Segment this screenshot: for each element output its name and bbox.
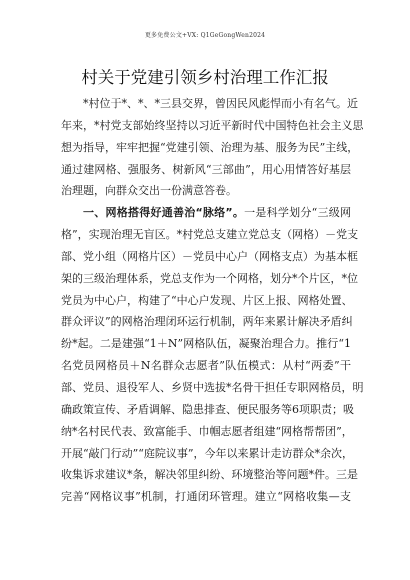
- paragraph-line: 架的三级治理体系，党总支作为一个网格，划分*个片区，*位: [61, 271, 358, 285]
- document-body: [61, 93, 364, 508]
- paragraph-line: 年来，*村党支部始终坚持以习近平新时代中国特色社会主义思: [61, 118, 364, 132]
- paragraph-line-text: 一是科学划分“三级网: [244, 206, 351, 220]
- paragraph-line: 通过建网格、强服务、树新风“三部曲”，用心用情答好基层: [61, 162, 351, 176]
- document-title: 村关于党建引领乡村治理工作汇报: [81, 68, 329, 87]
- paragraph-line: [61, 202, 351, 224]
- paragraph-line: 完善“网格议事”机制，打通闭环管理。建立“网格收集—支: [61, 490, 351, 504]
- section-heading: 一、网格搭得好通善治“脉络”。: [83, 206, 245, 220]
- paragraph-line: 部、党小组（网格片区）－党员中心户（网格支点）为基本框: [61, 249, 358, 263]
- paragraph-line: 纷*起。二是建强“1＋N”网格队伍，凝聚治理合力。推行“1: [61, 337, 351, 351]
- paragraph-line: 想为指导，牢牢把握“党建引领、治理为基、服务为民”主线，: [61, 140, 359, 154]
- paragraph-line: *村位于*、*、*三县交界，曾因民风彪悍而小有名气。近: [83, 97, 358, 110]
- paragraph-line: 确政策宣传、矛盾调解、隐患排查、便民服务等6项职责；吸: [61, 402, 354, 416]
- header-note: 更多免费公文+VX: Q1GeGongWen2024: [144, 32, 266, 39]
- paragraph-line: 开展“敲门行动”“庭院议事”，今年以来累计走访群众*余次，: [61, 446, 353, 460]
- paragraph-line: 纳*名村民代表、致富能手、巾帼志愿者组建“网格帮帮团”，: [61, 424, 353, 438]
- paragraph-line: 部、党员、退役军人、乡贤中选拔*名骨干担任专职网格员，明: [61, 380, 364, 394]
- paragraph-line: 群众评议”的网格治理闭环运行机制，两年来累计解决矛盾纠: [61, 315, 353, 329]
- paragraph-line: 名党员网格员＋N名群众志愿者”队伍模式：从村“两委”干: [61, 359, 351, 373]
- paragraph-line: 治理题，向群众交出一份满意答卷。: [61, 184, 237, 198]
- paragraph-line: 格”，实现治理无盲区。*村党总支建立党总支（网格）－党支: [61, 228, 359, 242]
- paragraph-line: 收集诉求建议*条，解决邻里纠纷、环境整治等问题*件。三是: [61, 468, 358, 482]
- paragraph-line: 党员为中心户，构建了“中心户发现、片区上报、网格处置、: [61, 293, 353, 307]
